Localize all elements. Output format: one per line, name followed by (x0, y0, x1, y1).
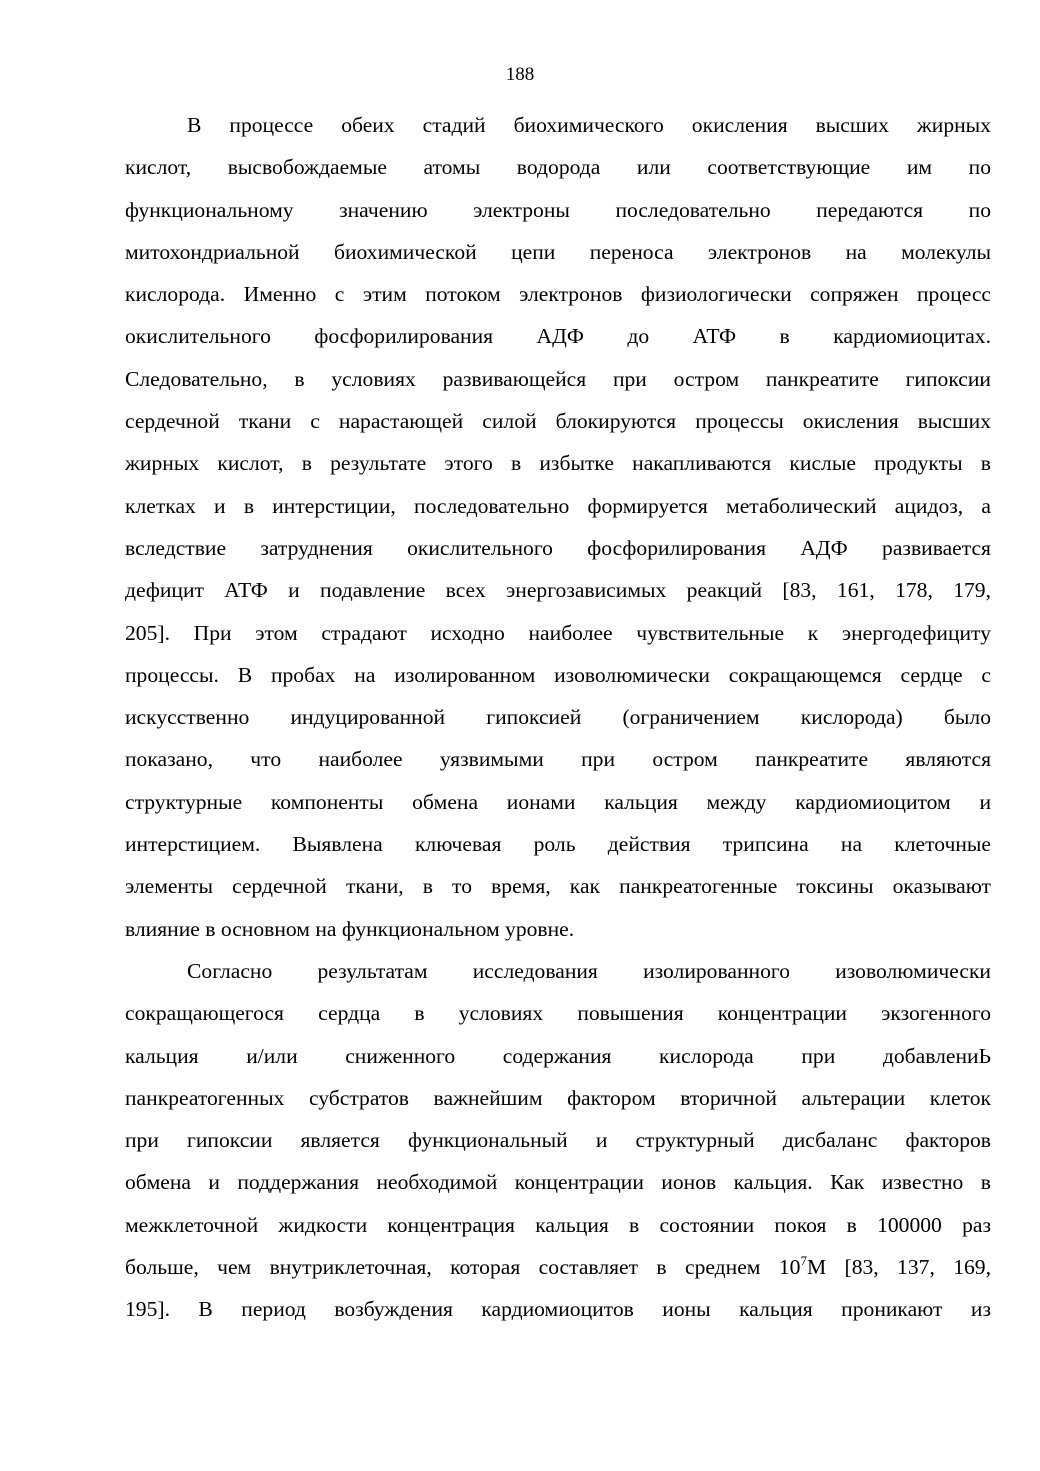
text-line: В процессе обеих стадий биохимического окисления высших жирных (187, 113, 991, 137)
document-body (125, 104, 991, 1331)
text-line: показано, что наиболее уязвимыми при остром панкреатите являются (125, 747, 991, 772)
text-line: интерстицием. Выявлена ключевая роль действия трипсина на клеточные (125, 832, 991, 857)
text-line: межклеточной жидкости концентрация кальция в состоянии покоя в 100000 раз (125, 1212, 991, 1237)
text-line: кислорода. Именно с этим потоком электронов физиологически сопряжен процесс (125, 282, 991, 307)
text-segment: больше, чем внутриклеточная, которая составляет в среднем 10 (125, 1255, 801, 1280)
text-line: сердечной ткани с нарастающей силой блокируются процессы окисления высших (125, 409, 991, 434)
text-line: функциональному значению электроны последовательно передаются по (125, 197, 991, 222)
text-line: сокращающегося сердца в условиях повышения концентрации экзогенного (125, 1001, 991, 1026)
page-number: 188 (505, 64, 535, 85)
text-segment: M [83, 137, 169, (806, 1255, 991, 1280)
text-line: влияние в основном на функциональном уровне. (125, 916, 575, 941)
text-line: панкреатогенных субстратов важнейшим фактором вторичной альтерации клеток (125, 1085, 991, 1110)
text-line: кислот, высвобождаемые атомы водорода или соответствующие им по (125, 155, 991, 180)
text-line: искусственно индуцированной гипоксией (ограничением кислорода) было (125, 705, 991, 730)
text-line: митохондриальной биохимической цепи переноса электронов на молекулы (125, 239, 991, 264)
exponent-superscript: 7 (800, 1253, 807, 1269)
paragraph-1 (125, 104, 991, 950)
text-line: кальция и/или сниженного содержания кислорода при добавлениЬ (125, 1043, 991, 1068)
text-line: обмена и поддержания необходимой концентрации ионов кальция. Как известно в (125, 1170, 991, 1195)
text-line-with-superscript (125, 1246, 991, 1288)
paragraph-2 (125, 950, 991, 1331)
text-line: 195]. В период возбуждения кардиомиоцитов ионы кальция проникают из (125, 1297, 991, 1322)
text-line: жирных кислот, в результате этого в избытке накапливаются кислые продукты в (125, 451, 991, 476)
text-line: процессы. В пробах на изолированном изоволюмически сокращающемся сердце с (125, 662, 991, 687)
text-line: клетках и в интерстиции, последовательно формируется метаболический ацидоз, а (125, 493, 991, 518)
text-line: Следовательно, в условиях развивающейся при остром панкреатите гипоксии (125, 366, 991, 391)
text-line: вследствие затруднения окислительного фосфорилирования АДФ развивается (125, 535, 991, 560)
text-line: дефицит АТФ и подавление всех энергозависимых реакций [83, 161, 178, 179, (125, 578, 991, 603)
text-line: Согласно результатам исследования изолированного изоволюмически (187, 958, 991, 983)
text-line: при гипоксии является функциональный и структурный дисбаланс факторов (125, 1128, 991, 1153)
text-line: структурные компоненты обмена ионами кальция между кардиомиоцитом и (125, 789, 991, 814)
text-line: 205]. При этом страдают исходно наиболее чувствительные к энергодефициту (125, 620, 991, 645)
text-line: элементы сердечной ткани, в то время, как панкреатогенные токсины оказывают (125, 874, 991, 899)
text-line: окислительного фосфорилирования АДФ до АТФ в кардиомиоцитах. (125, 324, 991, 349)
